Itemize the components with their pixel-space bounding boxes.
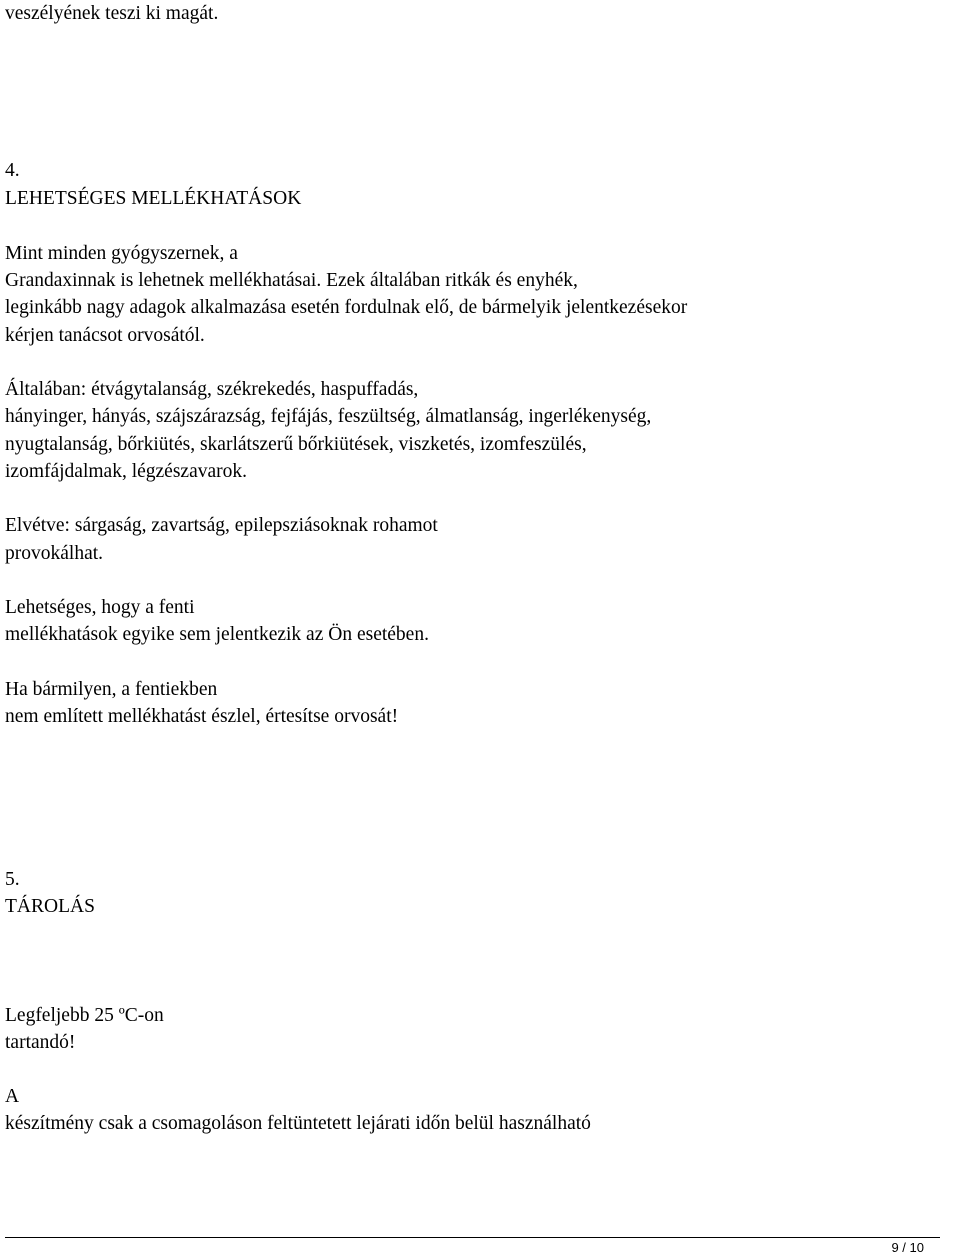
paragraph-line: izomfájdalmak, légzészavarok. [5, 461, 248, 482]
section-5-number: 5. [5, 869, 20, 890]
paragraph-line: A [5, 1086, 20, 1107]
paragraph-line: Ha bármilyen, a fentiekben [5, 679, 218, 700]
paragraph-line: Legfeljebb 25 ºC-on [5, 1005, 164, 1026]
paragraph-line: nem említett mellékhatást észlel, értesítse orvosát! [5, 706, 399, 727]
paragraph-line: provokálhat. [5, 543, 104, 564]
paragraph-line: Általában: étvágytalanság, székrekedés, haspuffadás, [5, 379, 419, 400]
paragraph-line: mellékhatások egyike sem jelentkezik az Ön esetében. [5, 624, 429, 645]
paragraph-line: leginkább nagy adagok alkalmazása esetén fordulnak elő, de bármelyik jelentkezésekor [5, 297, 688, 318]
page-indicator: 9 / 10 [891, 1240, 924, 1255]
paragraph-line: Mint minden gyógyszernek, a [5, 243, 238, 264]
paragraph-line: Elvétve: sárgaság, zavartság, epilepsziásoknak rohamot [5, 515, 438, 536]
paragraph-line: Grandaxinnak is lehetnek mellékhatásai. Ezek általában ritkák és enyhék, [5, 270, 578, 291]
paragraph-line: tartandó! [5, 1032, 76, 1053]
paragraph-line: hányinger, hányás, szájszárazság, fejfájás, feszültség, álmatlanság, ingerlékenység, [5, 406, 652, 427]
section-5-title: TÁROLÁS [5, 896, 95, 917]
footer-divider [5, 1237, 940, 1238]
paragraph-line: nyugtalanság, bőrkiütés, skarlátszerű bőrkiütések, viszketés, izomfeszülés, [5, 434, 587, 455]
continuation-text: veszélyének teszi ki magát. [5, 3, 219, 24]
paragraph-line: készítmény csak a csomagoláson feltüntetett lejárati időn belül használható [5, 1113, 591, 1134]
section-4-title: LEHETSÉGES MELLÉKHATÁSOK [5, 188, 302, 209]
section-4-number: 4. [5, 160, 20, 181]
paragraph-line: kérjen tanácsot orvosától. [5, 325, 205, 346]
paragraph-line: Lehetséges, hogy a fenti [5, 597, 195, 618]
